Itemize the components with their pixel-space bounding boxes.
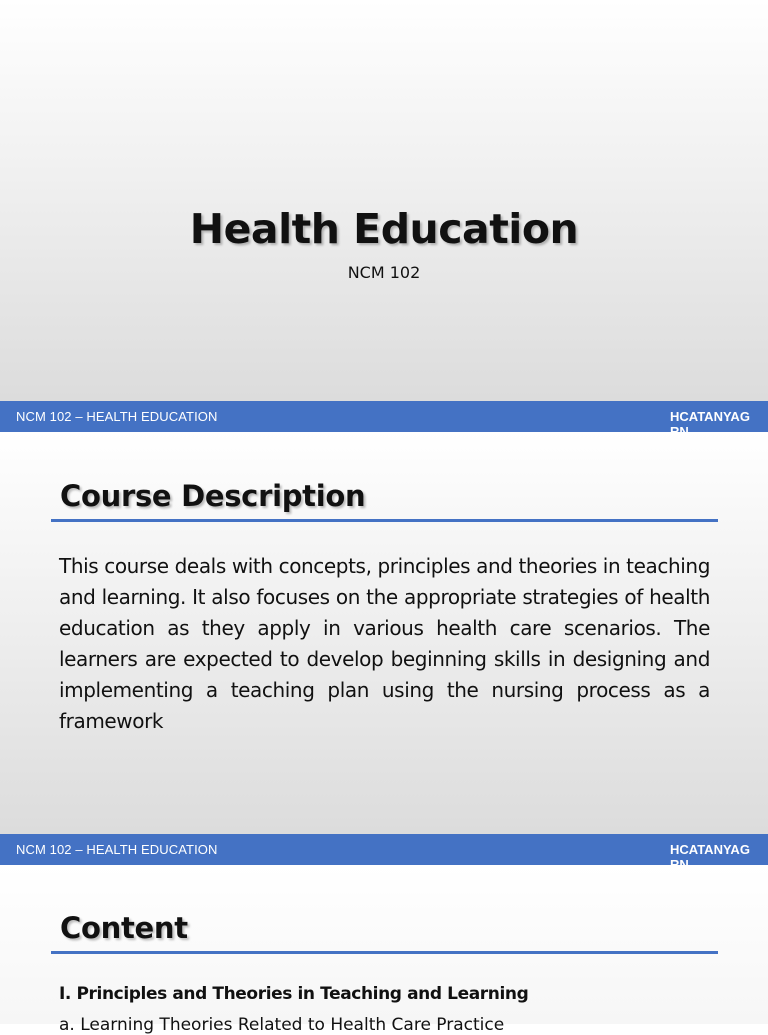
slide-footer bbox=[0, 834, 768, 865]
course-description-slide bbox=[0, 432, 768, 834]
course-description-text: This course deals with concepts, principles and theories in teaching and learning. It also focuses on the appropriate strategies of health education as they apply in various health care scenarios. The learners are expected to develop beginning skills in designing and implementing a teaching plan using the nursing process as a framework bbox=[59, 554, 710, 733]
section-title: Content bbox=[60, 911, 188, 945]
slide-title: Health Education bbox=[189, 205, 579, 253]
footer-course-label: NCM 102 – HEALTH EDUCATION bbox=[16, 409, 218, 424]
footer-course-label: NCM 102 – HEALTH EDUCATION bbox=[16, 842, 218, 857]
slide-subtitle: NCM 102 bbox=[347, 263, 421, 282]
content-item-heading: I. Principles and Theories in Teaching and Learning bbox=[59, 984, 529, 1004]
content-slide bbox=[0, 865, 768, 1035]
title-slide bbox=[0, 0, 768, 401]
footer-author-label: HCATANYAG bbox=[670, 842, 750, 857]
title-underline bbox=[51, 519, 718, 522]
section-title: Course Description bbox=[60, 479, 366, 513]
slide-footer bbox=[0, 401, 768, 432]
footer-author-label: HCATANYAG bbox=[670, 409, 750, 424]
content-subitem: a. Learning Theories Related to Health Care Practice bbox=[59, 1015, 505, 1035]
title-underline bbox=[51, 951, 718, 954]
